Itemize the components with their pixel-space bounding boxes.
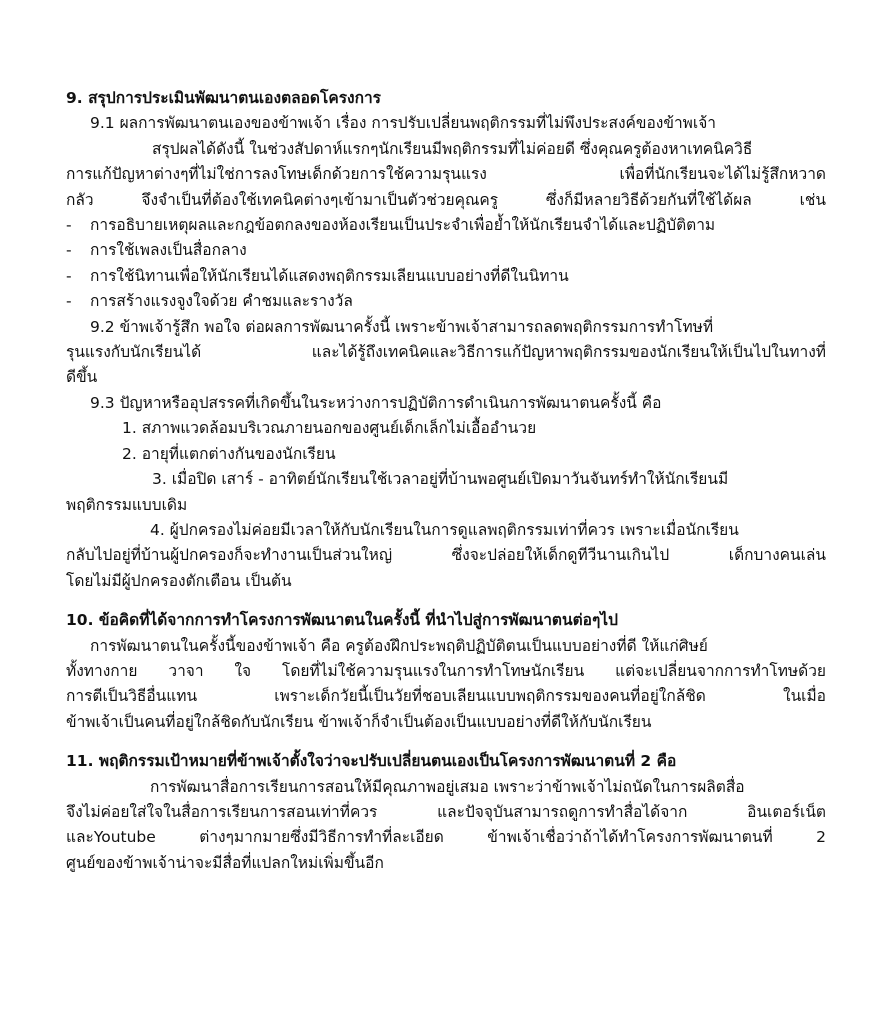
s9-3-item-2: 2. อายุที่แตกต่างกันของนักเรียน bbox=[122, 444, 336, 463]
bullet-text: การใช้นิทานเพื่อให้นักเรียนได้แสดงพฤติกรรมเลียนแบบอย่างที่ดีในนิทาน bbox=[90, 266, 569, 285]
s9-1-line-3: การแก้ปัญหาต่างๆที่ไม่ใช่การลงโทษเด็กด้วยการใช้ความรุนแรง เพื่อที่นักเรียนจะได้ไม่รู้สึกหวาด bbox=[66, 165, 826, 184]
bullet-dash: - bbox=[66, 292, 72, 311]
s9-3-item-1: 1. สภาพแวดล้อมบริเวณภายนอกของศูนย์เด็กเล็กไม่เอื้ออำนวย bbox=[122, 419, 537, 438]
section-spacer bbox=[66, 735, 826, 749]
bullet-dash: - bbox=[66, 266, 72, 285]
bullet-text: การอธิบายเหตุผลและกฎข้อตกลงของห้องเรียนเป็นประจำเพื่อย้ำให้นักเรียนจำได้และปฏิบัติตาม bbox=[90, 216, 716, 235]
s9-1-line-2: สรุปผลได้ดังนี้ ในช่วงสัปดาห์แรกๆนักเรียนมีพฤติกรรมที่ไม่ค่อยดี ซึ่งคุณครูต้องหาเทคนิควิธี bbox=[152, 139, 753, 158]
s11-line-1: การพัฒนาสื่อการเรียนการสอนให้มีคุณภาพอยู่เสมอ เพราะว่าข้าพเจ้าไม่ถนัดในการผลิตสื่อ bbox=[150, 777, 745, 796]
section-11-heading: 11. พฤติกรรมเป้าหมายที่ข้าพเจ้าตั้งใจว่าจะปรับเปลี่ยนตนเองเป็นโครงการพัฒนาตนที่ 2 คือ bbox=[66, 752, 677, 771]
s9-3-item-3-line-1: 3. เมื่อปิด เสาร์ - อาทิตย์นักเรียนใช้เวลาอยู่ที่บ้านพอศูนย์เปิดมาวันจันทร์ทำให้นักเรียนมี bbox=[152, 470, 729, 489]
bullet-dash: - bbox=[66, 216, 72, 235]
s9-2-line-2: รุนแรงกับนักเรียนได้ และได้รู้ถึงเทคนิคและวิธีการแก้ปัญหาพฤติกรรมของนักเรียนให้เป็นไปในทางที่ bbox=[66, 343, 826, 362]
s9-1-line-1: 9.1 ผลการพัฒนาตนเองของข้าพเจ้า เรื่อง การปรับเปลี่ยนพฤติกรรมที่ไม่พึงประสงค์ของข้าพเจ้า bbox=[90, 114, 716, 133]
s10-line-2: ทั้งทางกาย วาจา ใจ โดยที่ไม่ใช้ความรุนแรงในการทำโทษนักเรียน แต่จะเปลี่ยนจากการทำโทษด้วย bbox=[66, 661, 826, 680]
s9-3-item-4-line-3: โดยไม่มีผู้ปกครองตักเตือน เป็นต้น bbox=[66, 571, 292, 590]
section-9-heading: 9. สรุปการประเมินพัฒนาตนเองตลอดโครงการ bbox=[66, 89, 382, 107]
s10-line-3: การตีเป็นวิธีอื่นแทน เพราะเด็กวัยนี้เป็นวัยที่ชอบเลียนแบบพฤติกรรมของคนที่อยู่ใกล้ชิด ในเมื่อ bbox=[66, 687, 826, 706]
s9-3-intro: 9.3 ปัญหาหรืออุปสรรคที่เกิดขึ้นในระหว่างการปฏิบัติการดำเนินการพัฒนาตนครั้งนี้ คือ bbox=[90, 393, 662, 412]
list-item bbox=[66, 238, 826, 263]
s10-line-1: การพัฒนาตนในครั้งนี้ของข้าพเจ้า คือ ครูต้องฝึกประพฤติปฏิบัติตนเป็นแบบอย่างที่ดี ให้แก่ศิษย์ bbox=[90, 636, 708, 655]
section-spacer bbox=[66, 594, 826, 608]
s11-line-2: จึงไม่ค่อยใส่ใจในสื่อการเรียนการสอนเท่าที่ควร และปัจจุบันสามารถดูการทำสื่อได้จาก อินเตอร์เน็ต bbox=[66, 802, 826, 821]
bullet-dash: - bbox=[66, 241, 72, 260]
s9-3-item-4-line-2: กลับไปอยู่ที่บ้านผู้ปกครองก็จะทำงานเป็นส่วนใหญ่ ซึ่งจะปล่อยให้เด็กดูทีวีนานเกินไป เด็กบางคนเล่น bbox=[66, 546, 826, 565]
bullet-text: การสร้างแรงจูงใจด้วย คำชมและรางวัล bbox=[90, 292, 353, 311]
s11-line-3: และYoutube ต่างๆมากมายซึ่งมีวิธีการทำที่ละเอียด ข้าพเจ้าเชื่อว่าถ้าได้ทำโครงการพัฒนาตนที่ 2 bbox=[66, 828, 826, 847]
s9-3-item-3-line-2: พฤติกรรมแบบเดิม bbox=[66, 495, 188, 514]
s9-1-line-4: กลัว จึงจำเป็นที่ต้องใช้เทคนิคต่างๆเข้ามาเป็นตัวช่วยคุณครู ซึ่งก็มีหลายวิธีด้วยกันที่ใช้ได้ผล เช่น bbox=[66, 190, 826, 209]
s9-2-line-1: 9.2 ข้าพเจ้ารู้สึก พอใจ ต่อผลการพัฒนาครั้งนี้ เพราะข้าพเจ้าสามารถลดพฤติกรรมการทำโทษที่ bbox=[90, 317, 714, 336]
s10-line-4: ข้าพเจ้าเป็นคนที่อยู่ใกล้ชิดกับนักเรียน ข้าพเจ้าก็จำเป็นต้องเป็นแบบอย่างที่ดีให้กับนักเรียน bbox=[66, 712, 652, 731]
list-item bbox=[66, 264, 826, 289]
list-item bbox=[66, 289, 826, 314]
list-item bbox=[66, 213, 826, 238]
s9-3-item-4-line-1: 4. ผู้ปกครองไม่ค่อยมีเวลาให้กับนักเรียนในการดูแลพฤติกรรมเท่าที่ควร เพราะเมื่อนักเรียน bbox=[150, 520, 739, 539]
document-page bbox=[66, 86, 826, 876]
s9-2-line-3: ดีขึ้น bbox=[66, 368, 98, 387]
s11-line-4: ศูนย์ของข้าพเจ้าน่าจะมีสื่อที่แปลกใหม่เพิ่มขึ้นอีก bbox=[66, 853, 384, 872]
bullet-text: การใช้เพลงเป็นสื่อกลาง bbox=[90, 241, 247, 260]
section-10-heading: 10. ข้อคิดที่ได้จากการทำโครงการพัฒนาตนในครั้งนี้ ที่นำไปสู่การพัฒนาตนต่อๆไป bbox=[66, 611, 618, 630]
